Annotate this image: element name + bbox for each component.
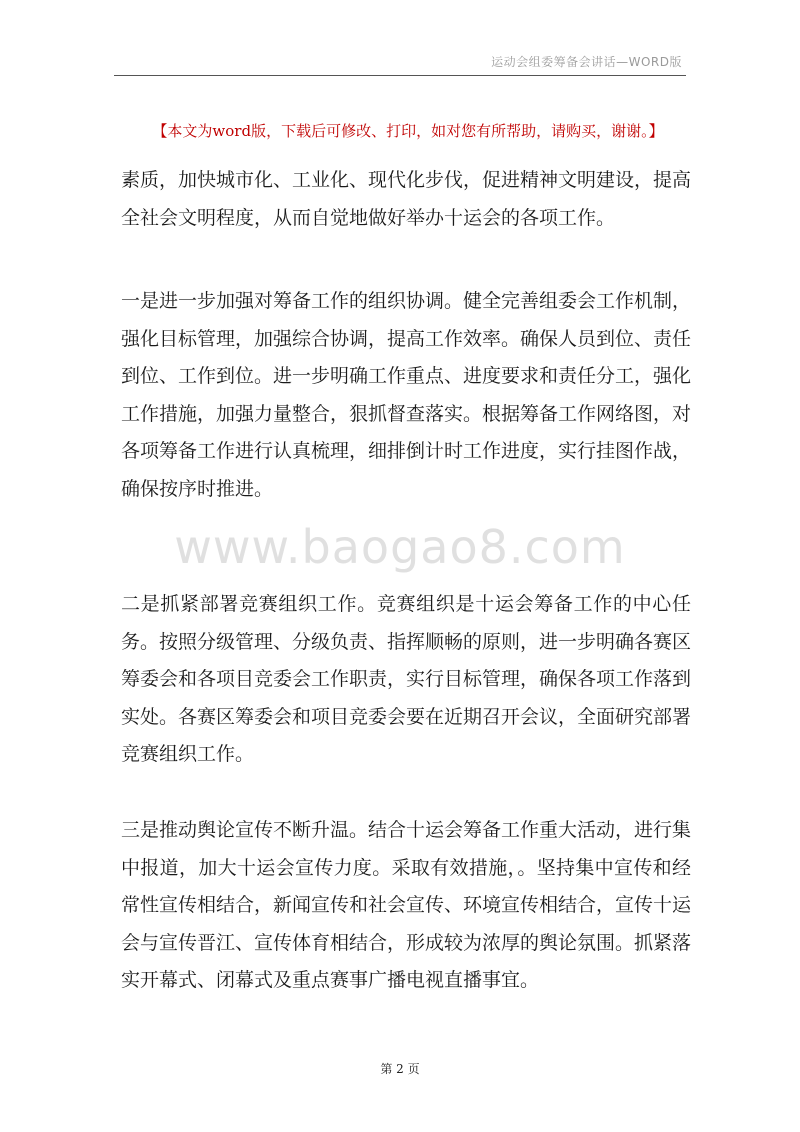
paragraph-1: 素质，加快城市化、工业化、现代化步伐，促进精神文明建设，提高全社会文明程度，从而自觉地做好举办十运会的各项工作。 xyxy=(121,169,692,229)
page-number: 第 2 页 xyxy=(380,1062,420,1076)
paragraph-2: 一是进一步加强对筹备工作的组织协调。健全完善组委会工作机制，强化目标管理，加强综合协调，提高工作效率。确保人员到位、责任到位、工作到位。进一步明确工作重点、进度要求和责任分工，强化工作措施，加强力量整合，狠抓督查落实。根据筹备工作网络图，对各项筹备工作进行认真梳理，细排倒计时工作进度，实行挂图作战，确保按序时推进。 xyxy=(121,290,692,500)
watermark: www.baogao8.com xyxy=(174,520,626,574)
running-header: 运动会组委筹备会讲话—WORD版 xyxy=(491,55,682,69)
paragraph-3: 二是抓紧部署竞赛组织工作。竞赛组织是十运会筹备工作的中心任务。按照分级管理、分级负责、指挥顺畅的原则，进一步明确各赛区筹委会和各项目竞委会工作职责，实行目标管理，确保各项工作落到实处。各赛区筹委会和项目竞委会要在近期召开会议，全面研究部署竞赛组织工作。 xyxy=(121,593,692,765)
paragraph-4: 三是推动舆论宣传不断升温。结合十运会筹备工作重大活动，进行集中报道，加大十运会宣传力度。采取有效措施，。坚持集中宣传和经常性宣传相结合，新闻宣传和社会宣传、环境宣传相结合，宣传十运会与宣传晋江、宣传体育相结合，形成较为浓厚的舆论氛围。抓紧落实开幕式、闭幕式及重点赛事广播电视直播事宜。 xyxy=(121,819,692,991)
header-divider xyxy=(114,75,686,76)
purchase-notice: 【本文为word版，下载后可修改、打印，如对您有所帮助，请购买，谢谢。】 xyxy=(152,122,664,140)
